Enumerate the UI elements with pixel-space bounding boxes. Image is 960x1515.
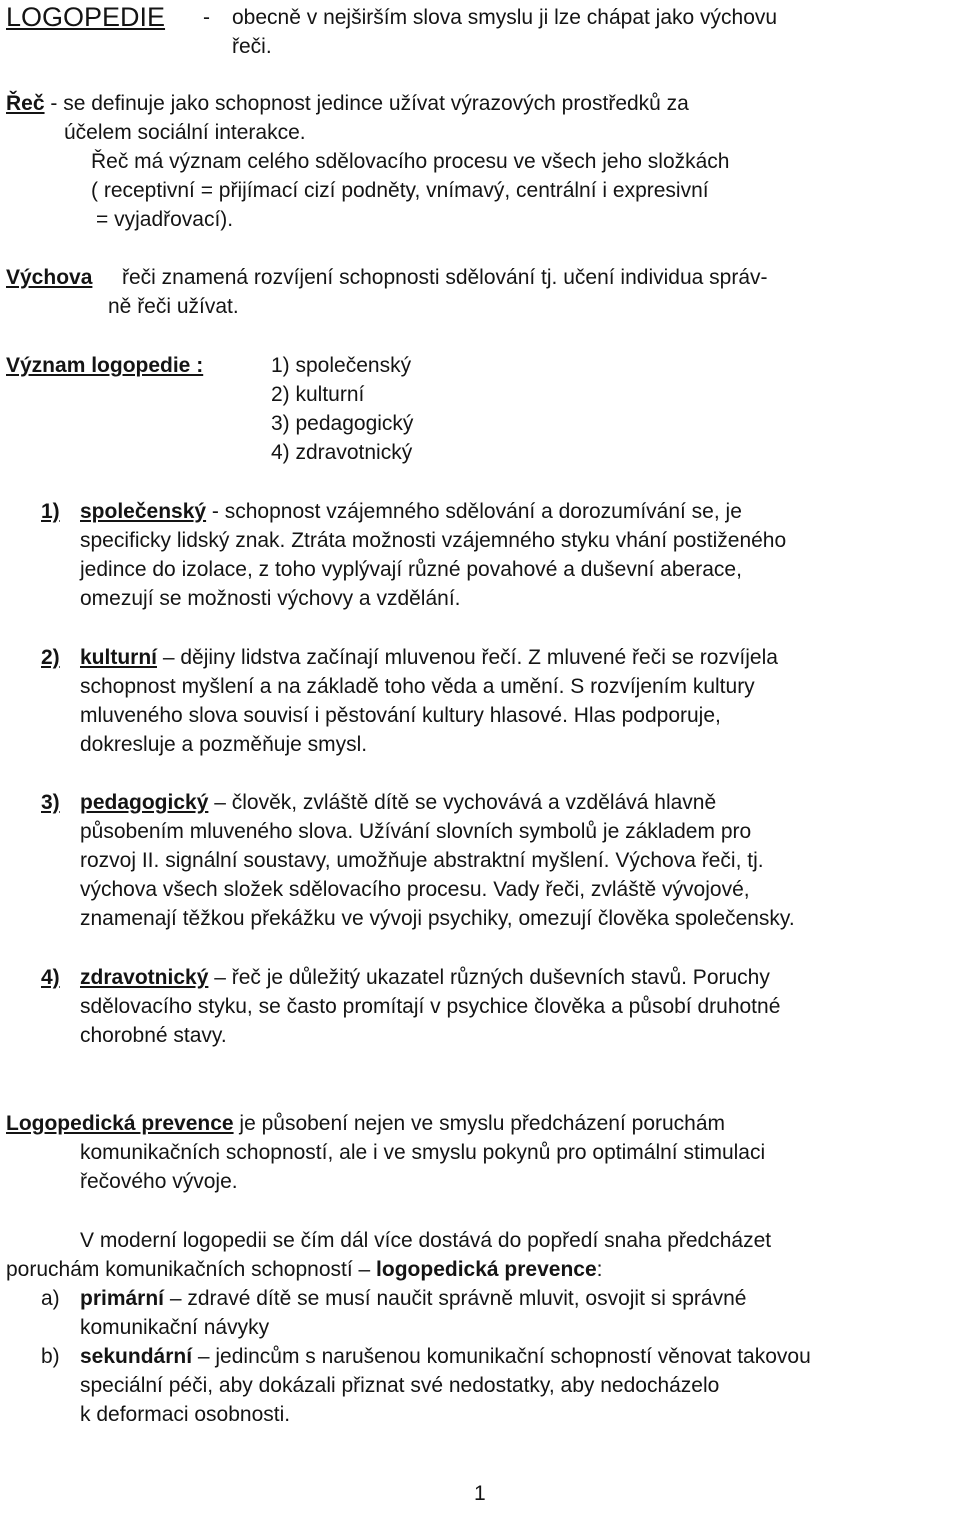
modern-line-1: V moderní logopedii se čím dál více dostává do popředí snaha předcházet [80, 1229, 772, 1252]
rec-definition: - se definuje jako schopnost jedince užívat výrazových prostředků za [44, 92, 689, 115]
rec-line-3: Řeč má význam celého sdělovacího procesu ve všech jeho složkách [91, 150, 730, 173]
section-number: 3) [41, 791, 60, 814]
section-1-line-2: specificky lidský znak. Ztráta možnosti vzájemného styku vhání postiženého [80, 529, 787, 552]
section-2-line-1 [80, 644, 778, 672]
title-heading: LOGOPEDIE [6, 2, 166, 32]
list-marker: a) [41, 1287, 60, 1310]
vyznam-item: 1) společenský [271, 354, 412, 377]
section-2-line-4: dokresluje a pozměňuje smysl. [80, 733, 368, 756]
title-dash: - [203, 6, 210, 29]
section-4-number [41, 964, 60, 992]
section-4-line-1 [80, 964, 770, 992]
section-1-line-4: omezují se možnosti výchovy a vzdělání. [80, 587, 461, 610]
section-text: – řeč je důležitý ukazatel různých duševních stavů. Poruchy [208, 966, 770, 989]
section-3-number [41, 789, 60, 817]
section-text: - schopnost vzájemného sdělování a dorozumívání se, je [206, 500, 742, 523]
section-text: – člověk, zvláště dítě se vychovává a vzdělává hlavně [208, 791, 717, 814]
modern-colon: : [596, 1258, 603, 1281]
prevence-line-3: řečového vývoje. [80, 1170, 238, 1193]
vyznam-item: 3) pedagogický [271, 412, 414, 435]
primarni-line-2: komunikační návyky [80, 1316, 270, 1339]
section-1-line-3: jedince do izolace, z toho vyplývají různé povahové a duševní aberace, [80, 558, 742, 581]
section-3-line-3: rozvoj II. signální soustavy, umožňuje abstraktní myšlení. Výchova řeči, tj. [80, 849, 764, 872]
sekundarni-line-2: speciální péči, aby dokázali přiznat své nedostatky, aby nedocházelo [80, 1374, 720, 1397]
rec-term: Řeč [6, 92, 45, 115]
list-marker: b) [41, 1345, 60, 1368]
section-term: společenský [80, 500, 207, 523]
rec-line-1 [6, 90, 689, 118]
section-number: 2) [41, 646, 60, 669]
page-number: 1 [474, 1482, 486, 1505]
modern-line-2 [6, 1256, 602, 1284]
primarni-text: – zdravé dítě se musí naučit správně mluvit, osvojit si správné [164, 1287, 747, 1310]
section-term: pedagogický [80, 791, 209, 814]
vyznam-term: Význam logopedie : [6, 354, 204, 377]
sekundarni-text: – jedincům s narušenou komunikační schopností věnovat takovou [192, 1345, 811, 1368]
section-1-line-1 [80, 498, 742, 526]
section-3-line-1 [80, 789, 716, 817]
section-3-line-2: působením mluveného slova. Užívání slovních symbolů je základem pro [80, 820, 752, 843]
primarni-term: primární [80, 1287, 165, 1310]
section-term: kulturní [80, 646, 157, 669]
primarni-line-1 [80, 1285, 746, 1313]
prevence-line-2: komunikačních schopností, ale i ve smyslu pokynů pro optimální stimulaci [80, 1141, 766, 1164]
section-text: – dějiny lidstva začínají mluvenou řečí. Z mluvené řeči se rozvíjela [157, 646, 778, 669]
vyznam-term-line [6, 352, 203, 380]
vychova-line-2: ně řeči užívat. [108, 295, 239, 318]
title-term [6, 2, 165, 32]
section-2-line-3: mluveného slova souvisí i pěstování kultury hlasové. Hlas podporuje, [80, 704, 721, 727]
section-term: zdravotnický [80, 966, 209, 989]
vychova-term: Výchova [6, 266, 93, 289]
sekundarni-line-1 [80, 1343, 811, 1371]
section-2-number [41, 644, 60, 672]
section-number: 1) [41, 500, 60, 523]
sekundarni-line-3: k deformaci osobnosti. [80, 1403, 291, 1426]
section-2-line-2: schopnost myšlení a na základě toho věda a umění. S rozvíjením kultury [80, 675, 755, 698]
modern-text: poruchám komunikačních schopností – [6, 1258, 377, 1281]
prevence-line-1 [6, 1110, 725, 1138]
sekundarni-term: sekundární [80, 1345, 193, 1368]
section-1-number [41, 498, 60, 526]
vyznam-item: 4) zdravotnický [271, 441, 413, 464]
prevence-text: je působení nejen ve smyslu předcházení poruchám [233, 1112, 726, 1135]
vychova-term-line [6, 264, 92, 292]
vyznam-item: 2) kulturní [271, 383, 365, 406]
title-line-1: obecně v nejširším slova smyslu ji lze chápat jako výchovu [232, 6, 778, 29]
section-4-line-3: chorobné stavy. [80, 1024, 227, 1047]
rec-line-5: = vyjadřovací). [96, 208, 234, 231]
title-line-2: řeči. [232, 35, 272, 58]
section-4-line-2: sdělovacího styku, se často promítají v psychice člověka a působí druhotné [80, 995, 781, 1018]
section-number: 4) [41, 966, 60, 989]
section-3-line-4: výchova všech složek sdělovacího procesu. Vady řeči, zvláště vývojové, [80, 878, 750, 901]
vychova-line-1: řeči znamená rozvíjení schopnosti sdělování tj. učení individua správ- [122, 266, 768, 289]
prevence-term: Logopedická prevence [6, 1112, 234, 1135]
rec-line-2: účelem sociální interakce. [64, 121, 306, 144]
modern-term: logopedická prevence [376, 1258, 597, 1281]
section-3-line-5: znamenají těžkou překážku ve vývoji psychiky, omezují člověka společensky. [80, 907, 795, 930]
rec-line-4: ( receptivní = přijímací cizí podněty, vnímavý, centrální i expresivní [91, 179, 709, 202]
